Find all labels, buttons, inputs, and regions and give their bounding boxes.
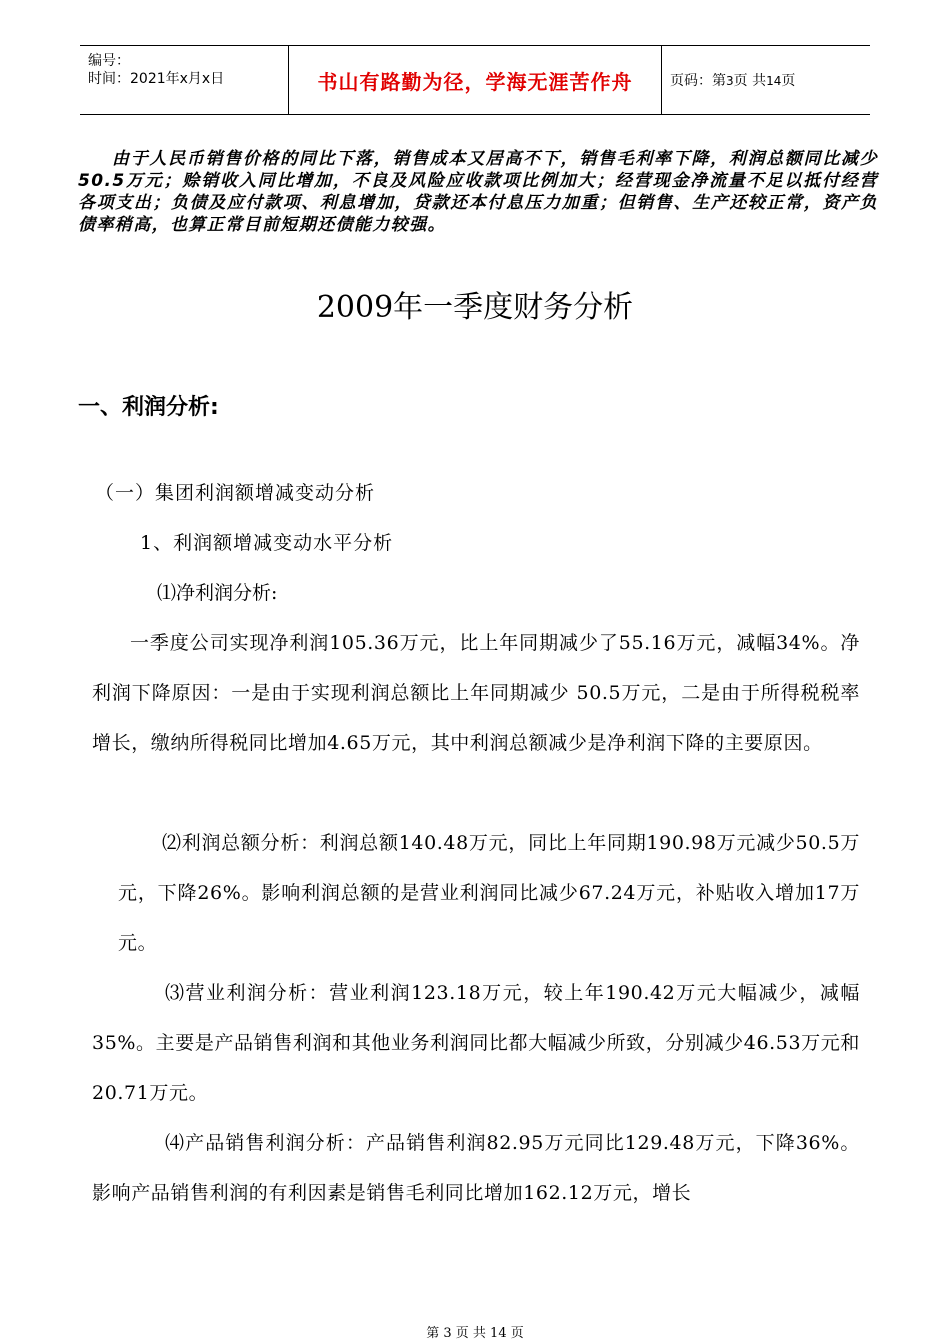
header-page-indicator: [662, 46, 871, 115]
paragraph-sales-profit: ⑷产品销售利润分析：产品销售利润82.95万元同比129.48万元，下降36%。影响产品销售利润的有利因素是销售毛利同比增加162.12万元，增长: [92, 1132, 860, 1204]
subheading-profit-level: 1、利润额增减变动水平分析: [140, 532, 394, 554]
page-current: 3: [726, 74, 734, 88]
intro-paragraph: 由于人民币销售价格的同比下落，销售成本又居高不下，销售毛利率下降，利润总额同比减少50.5万元；赊销收入同比增加，不良及风险应收款项比例加大；经营现金净流量不足以抵付经营各项支出；负债及应付款项、利息增加，贷款还本付息压力加重；但销售、生产还较正常，资产负债率稍高，也算正常目前短期还债能力较强。: [78, 149, 878, 235]
document-time-label: 时间：2021年x月x日: [88, 71, 225, 87]
paragraph-net-profit: 一季度公司实现净利润105.36万元，比上年同期减少了55.16万元，减幅34%。净利润下降原因：一是由于实现利润总额比上年同期减少 50.5万元，二是由于所得税税率增长，缴纳所得税同比增加4.65万元，其中利润总额减少是净利润下降的主要原因。: [92, 632, 860, 754]
header-table: [80, 45, 870, 115]
header-left-cell: [80, 46, 289, 115]
subheading-group-profit: （一）集团利润额增减变动分析: [95, 482, 376, 504]
section-heading-profit-analysis: 一、利润分析:: [78, 395, 219, 420]
page-mid: 页 共: [733, 73, 767, 89]
page-footer: 第 3 页 共 14 页: [426, 1326, 524, 1341]
intro-summary: [78, 148, 878, 236]
page-prefix: 页码：第: [670, 73, 726, 89]
subheading-net-profit: ⑴净利润分析:: [157, 582, 278, 604]
paragraph-total-profit: ⑵利润总额分析：利润总额140.48万元，同比上年同期190.98万元减少50.5万元，下降26%。影响利润总额的是营业利润同比减少67.24万元，补贴收入增加17万元。: [118, 832, 860, 954]
page-total: 14: [766, 74, 782, 88]
document-number-label: 编号：: [88, 53, 130, 69]
header-motto: 书山有路勤为径，学海无涯苦作舟: [289, 46, 662, 115]
page-suffix: 页: [781, 73, 796, 89]
document-title: 2009年一季度财务分析: [316, 290, 634, 325]
paragraph-operating-profit: ⑶营业利润分析：营业利润123.18万元，较上年190.42万元大幅减少，减幅35%。主要是产品销售利润和其他业务利润同比都大幅减少所致，分别减少46.53万元和20.71万元。: [92, 982, 860, 1104]
